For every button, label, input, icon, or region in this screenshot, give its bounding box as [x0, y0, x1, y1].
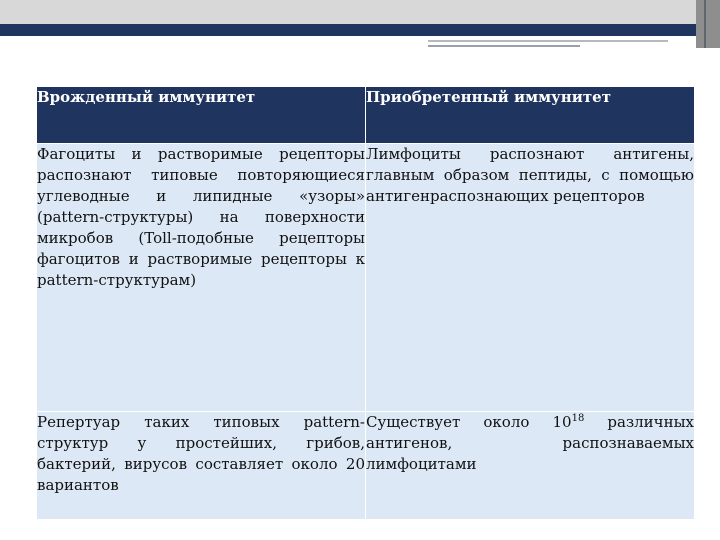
header-band-light [0, 0, 720, 24]
table-row [37, 143, 694, 411]
cell-innate-recognition: Фагоциты и растворимые рецепторы распознают типовые повторяющиеся углеводные и липидные «узоры» (pattern-структуры) на поверхности микробов (Toll-подобные рецепторы фагоцитов и растворимые рецепторы к pattern-структурам) [37, 143, 365, 411]
header-corner-block [696, 0, 720, 48]
comparison-table [37, 87, 694, 519]
header-innate-immunity: Врожденный иммунитет [37, 87, 365, 143]
repertoire-text-end: различных антигенов, распознаваемых лимфоцитами [366, 413, 694, 473]
table-row [37, 411, 694, 519]
header-adaptive-immunity: Приобретенный иммунитет [365, 87, 694, 143]
repertoire-exponent: 18 [571, 413, 585, 424]
header-corner-line [704, 0, 706, 48]
repertoire-text-start: Существует около 10 [366, 413, 572, 431]
cell-adaptive-recognition: Лимфоциты распознают антигены, главным образом пептиды, с помощью антигенраспознающих рецепторов [365, 143, 694, 411]
cell-adaptive-repertoire [365, 411, 694, 519]
table-header-row [37, 87, 694, 143]
cell-innate-repertoire: Репертуар таких типовых pattern-структур у простейших, грибов, бактерий, вирусов составляет около 20 вариантов [37, 411, 365, 519]
header-band-dark [0, 24, 720, 36]
decorative-rule-short [428, 45, 580, 47]
decorative-rule [428, 40, 668, 42]
